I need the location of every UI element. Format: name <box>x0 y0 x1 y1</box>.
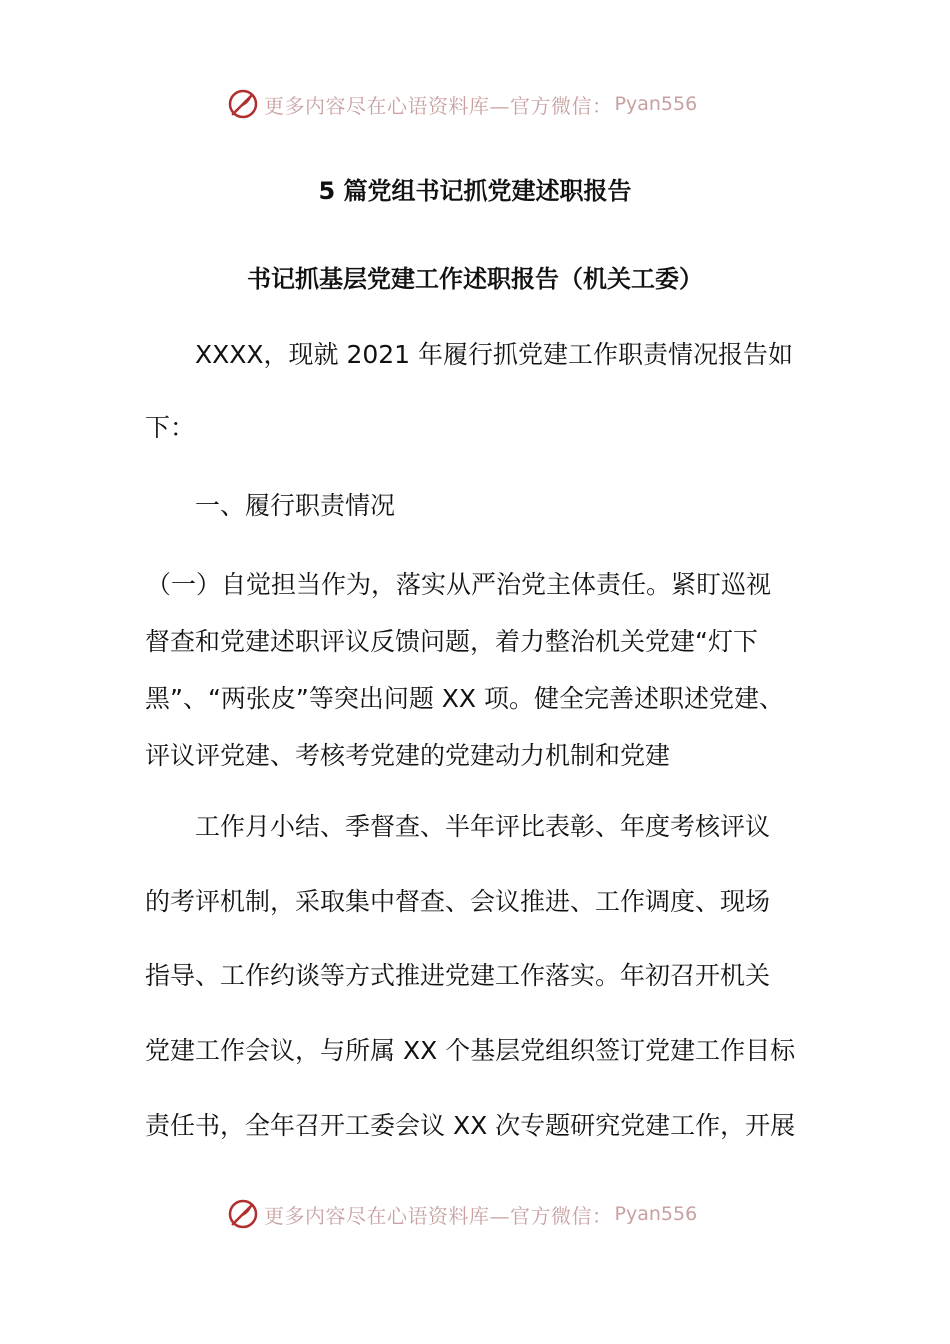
watermark-wechat-id: Pyan556 <box>614 93 698 115</box>
body-line: 评议评党建、考核考党建的党建动力机制和党建 <box>145 741 671 770</box>
section-heading: 一、履行职责情况 <box>195 491 396 520</box>
body-line: 工作月小结、季督查、半年评比表彰、年度考核评议 <box>195 812 771 841</box>
quill-logo-icon <box>226 1197 260 1231</box>
body-line: 下： <box>145 413 196 442</box>
quill-logo-icon <box>226 87 260 121</box>
body-line: 党建工作会议，与所属 XX 个基层党组织签订党建工作目标 <box>145 1036 796 1065</box>
body-line: XXXX，现就 2021 年履行抓党建工作职责情况报告如 <box>195 340 794 369</box>
watermark-text: 更多内容尽在心语资料库—官方微信： <box>264 1203 613 1228</box>
document-title: 5 篇党组书记抓党建述职报告 <box>318 177 632 205</box>
watermark-header <box>226 86 697 122</box>
body-line: 督查和党建述职评议反馈问题，着力整治机关党建“灯下 <box>145 627 758 656</box>
document-subtitle: 书记抓基层党建工作述职报告（机关工委） <box>247 265 703 293</box>
body-line: 责任书，全年召开工委会议 XX 次专题研究党建工作，开展 <box>145 1111 796 1140</box>
body-line: 指导、工作约谈等方式推进党建工作落实。年初召开机关 <box>145 961 771 990</box>
body-line: 的考评机制，采取集中督查、会议推进、工作调度、现场 <box>145 887 771 916</box>
body-line: 黑”、“两张皮”等突出问题 XX 项。健全完善述职述党建、 <box>145 684 785 713</box>
watermark-wechat-id: Pyan556 <box>614 1203 698 1225</box>
watermark-footer <box>226 1196 697 1232</box>
body-line: （一）自觉担当作为，落实从严治党主体责任。紧盯巡视 <box>146 570 772 599</box>
watermark-text: 更多内容尽在心语资料库—官方微信： <box>264 93 613 118</box>
